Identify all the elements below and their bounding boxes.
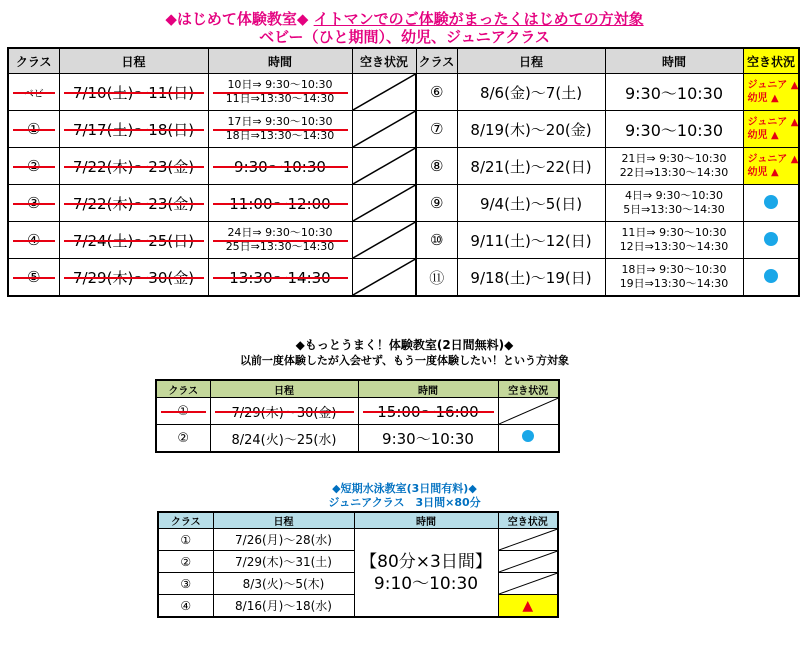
page-subtitle: ベビー（ひと期間）、幼児、ジュニアクラス xyxy=(259,28,550,46)
class-cell: ⑪ xyxy=(416,259,457,297)
class-cell: ③ xyxy=(158,573,213,595)
class-cell: ② xyxy=(8,148,59,185)
closed-cell xyxy=(352,185,416,222)
header-class: クラス xyxy=(158,512,213,529)
header-time: 時間 xyxy=(354,512,498,529)
header-class: クラス xyxy=(8,48,59,74)
time-cell: 10日⇒ 9:30～10:30 11日⇒13:30～14:30 xyxy=(208,74,352,111)
closed-cell xyxy=(352,74,416,111)
date-cell: 7/29(木)～31(土) xyxy=(213,551,354,573)
available-status-cell xyxy=(498,425,559,453)
time-cell: 24日⇒ 9:30～10:30 25日⇒13:30～14:30 xyxy=(208,222,352,259)
date-cell: 7/22(木)～23(金) xyxy=(59,148,208,185)
class-cell: ⑩ xyxy=(416,222,457,259)
class-cell: ベビ xyxy=(8,74,59,111)
header-class: クラス xyxy=(416,48,457,74)
table-row xyxy=(8,185,799,222)
class-cell: ④ xyxy=(158,595,213,618)
available-dot-icon xyxy=(522,430,534,442)
beginner-schedule-table xyxy=(7,47,800,297)
header-status: 空き状況 xyxy=(352,48,416,74)
table-row xyxy=(156,425,559,453)
limited-status-cell: ジュニア ▲ 幼児 ▲ xyxy=(743,111,799,148)
class-cell: ① xyxy=(156,398,210,425)
header-class: クラス xyxy=(156,380,210,398)
closed-cell xyxy=(352,111,416,148)
available-dot-icon xyxy=(764,269,778,283)
date-cell: 7/24(土)～25(日) xyxy=(59,222,208,259)
time-cell: 9:30～10:30 xyxy=(605,111,743,148)
date-cell: 7/17(土)～18(日) xyxy=(59,111,208,148)
header-time: 時間 xyxy=(208,48,352,74)
date-cell: 7/22(木)～23(金) xyxy=(59,185,208,222)
closed-cell xyxy=(352,259,416,297)
closed-cell xyxy=(498,573,558,595)
time-cell: 13:30～14:30 xyxy=(208,259,352,297)
class-cell: ③ xyxy=(8,185,59,222)
date-cell: 8/3(火)～5(木) xyxy=(213,573,354,595)
class-cell: ⑥ xyxy=(416,74,457,111)
class-cell: ② xyxy=(158,551,213,573)
class-cell: ⑨ xyxy=(416,185,457,222)
limited-status-cell xyxy=(498,595,558,618)
date-cell: 9/11(土)～12(日) xyxy=(457,222,605,259)
date-cell: 8/24(火)～25(水) xyxy=(210,425,358,453)
table-header-row xyxy=(8,48,799,74)
table-row xyxy=(8,111,799,148)
class-cell: ⑤ xyxy=(8,259,59,297)
time-cell: 18日⇒ 9:30～10:30 19日⇒13:30～14:30 xyxy=(605,259,743,297)
date-cell: 7/10(土)～11(日) xyxy=(59,74,208,111)
limited-status-cell: ジュニア ▲ 幼児 ▲ xyxy=(743,74,799,111)
header-time: 時間 xyxy=(358,380,498,398)
table-header-row xyxy=(156,380,559,398)
available-dot-icon xyxy=(764,232,778,246)
header-status: 空き状況 xyxy=(743,48,799,74)
date-cell: 8/21(土)～22(日) xyxy=(457,148,605,185)
title-target: イトマンでのご体験がまったくはじめての方対象 xyxy=(313,10,644,28)
limited-status-cell: ジュニア ▲ 幼児 ▲ xyxy=(743,148,799,185)
time-cell: 【80分×3日間】 9:10～10:30 xyxy=(354,529,498,618)
date-cell: 7/29(木)～30(金) xyxy=(210,398,358,425)
warning-triangle-icon: ▲ xyxy=(522,597,534,614)
time-cell: 9:30～10:30 xyxy=(208,148,352,185)
section-subtitle-short-course: ジュニアクラス 3日間×80分 xyxy=(328,496,481,509)
date-cell: 7/26(月)～28(水) xyxy=(213,529,354,551)
time-cell: 9:30～10:30 xyxy=(358,425,498,453)
section-title-retry: ◆もっとうまく！体験教室(2日間無料)◆ xyxy=(295,338,514,352)
closed-cell xyxy=(352,148,416,185)
header-schedule: 日程 xyxy=(59,48,208,74)
time-cell: 15:00～16:00 xyxy=(358,398,498,425)
header-schedule: 日程 xyxy=(457,48,605,74)
table-row xyxy=(8,259,799,297)
class-cell: ⑧ xyxy=(416,148,457,185)
closed-cell xyxy=(498,551,558,573)
class-cell: ⑦ xyxy=(416,111,457,148)
available-status-cell xyxy=(743,222,799,259)
closed-cell xyxy=(352,222,416,259)
date-cell: 7/29(木)～30(金) xyxy=(59,259,208,297)
time-cell: 21日⇒ 9:30～10:30 22日⇒13:30～14:30 xyxy=(605,148,743,185)
closed-cell xyxy=(498,529,558,551)
date-cell: 8/6(金)～7(土) xyxy=(457,74,605,111)
header-schedule: 日程 xyxy=(210,380,358,398)
short-course-table xyxy=(157,511,559,618)
table-row xyxy=(8,74,799,111)
time-cell: 17日⇒ 9:30～10:30 18日⇒13:30～14:30 xyxy=(208,111,352,148)
available-status-cell xyxy=(743,185,799,222)
time-cell: 9:30～10:30 xyxy=(605,74,743,111)
table-row xyxy=(158,529,558,551)
date-cell: 9/4(土)～5(日) xyxy=(457,185,605,222)
title-prefix: ◆はじめて体験教室◆ xyxy=(165,10,314,28)
table-header-row xyxy=(158,512,558,529)
class-cell: ④ xyxy=(8,222,59,259)
section-title-short-course: ◆短期水泳教室(3日間有料)◆ xyxy=(332,482,477,495)
date-cell: 8/16(月)～18(水) xyxy=(213,595,354,618)
header-status: 空き状況 xyxy=(498,512,558,529)
date-cell: 8/19(木)～20(金) xyxy=(457,111,605,148)
header-time: 時間 xyxy=(605,48,743,74)
class-cell: ② xyxy=(156,425,210,453)
class-cell: ① xyxy=(158,529,213,551)
date-cell: 9/18(土)～19(日) xyxy=(457,259,605,297)
header-status: 空き状況 xyxy=(498,380,559,398)
time-cell: 11日⇒ 9:30～10:30 12日⇒13:30～14:30 xyxy=(605,222,743,259)
time-cell: 11:00～12:00 xyxy=(208,185,352,222)
header-schedule: 日程 xyxy=(213,512,354,529)
available-dot-icon xyxy=(764,195,778,209)
available-status-cell xyxy=(743,259,799,297)
section-subtitle-retry: 以前一度体験したが入会せず、もう一度体験したい！という方対象 xyxy=(239,354,570,367)
closed-cell xyxy=(498,398,559,425)
class-cell: ① xyxy=(8,111,59,148)
time-cell: 4日⇒ 9:30～10:30 5日⇒13:30～14:30 xyxy=(605,185,743,222)
table-row xyxy=(156,398,559,425)
table-row xyxy=(8,148,799,185)
table-row xyxy=(8,222,799,259)
retry-schedule-table xyxy=(155,379,560,453)
